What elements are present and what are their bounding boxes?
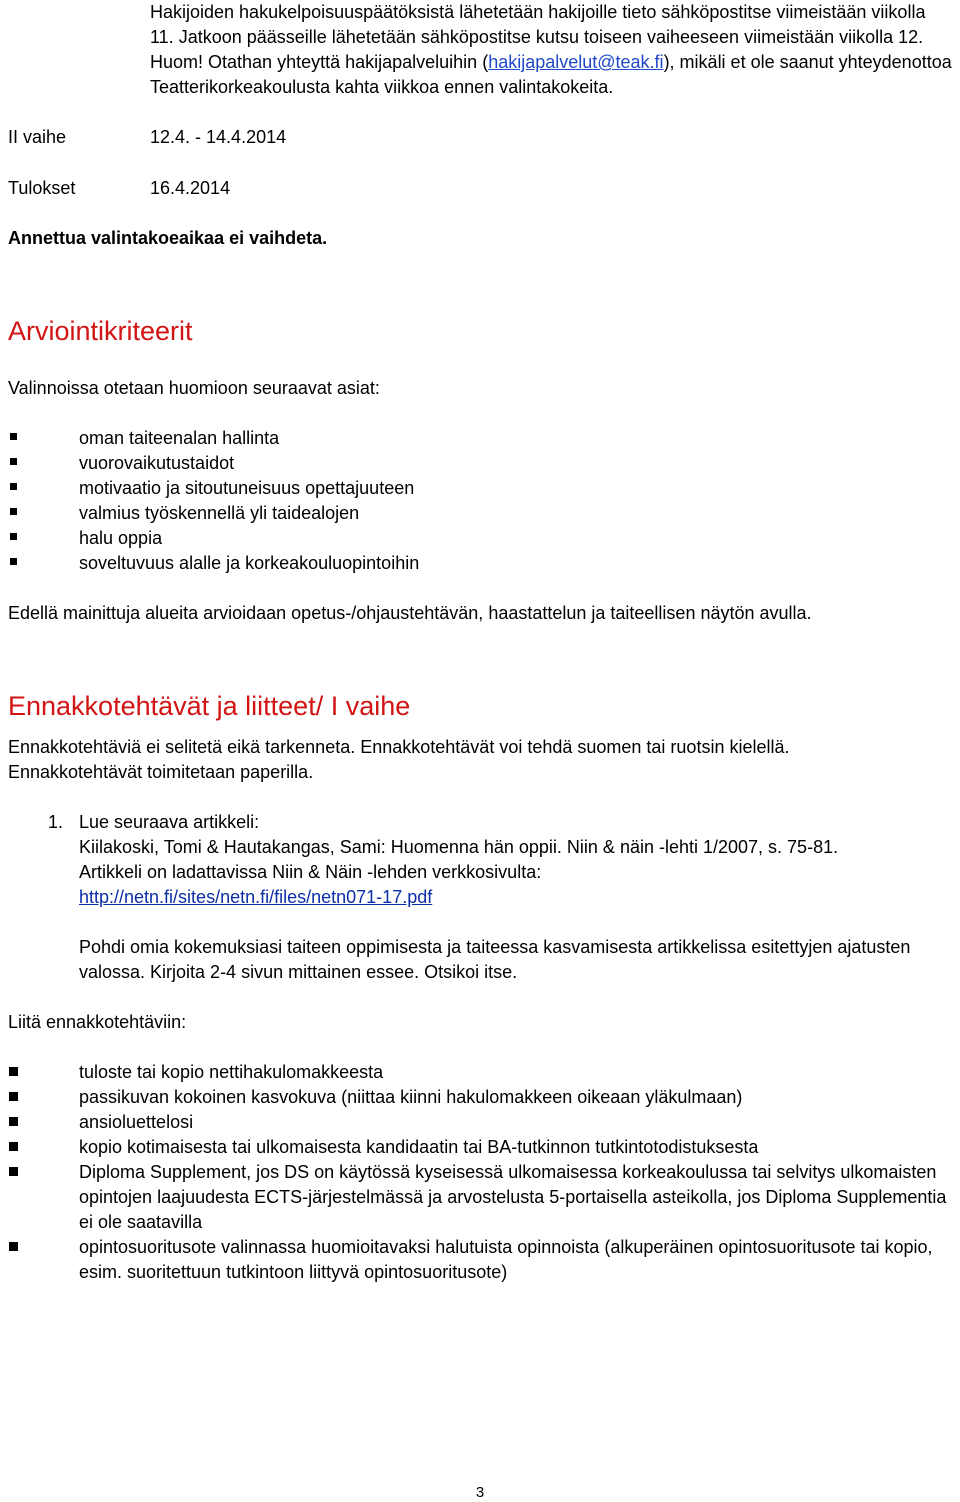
phase2-dates: 12.4. - 14.4.2014 (150, 127, 287, 147)
task-1-instruction: Lue seuraava artikkeli: (79, 812, 260, 832)
criteria-heading: Arviointikriteerit (8, 316, 193, 346)
task-1-reference: Kiilakoski, Tomi & Hautakangas, Sami: Huomenna hän oppii. Niin & näin -lehti 1/2007, s. 75-81. (79, 837, 839, 857)
square-bullet-icon (9, 1117, 18, 1126)
article-pdf-link[interactable]: http://netn.fi/sites/netn.fi/files/netn071-17.pdf (79, 887, 433, 907)
attachment-item (8, 1160, 953, 1235)
attachment-item-text: Diploma Supplement, jos DS on käytössä kyseisessä ulkomaisessa korkeakoulussa tai selvitys ulkomaisten opintojen laajuudesta ECTS-järjestelmässä ja arvostelusta 5-portaisella asteikolla, jos Diploma Supplementia ei ole saatavilla (79, 1162, 947, 1232)
criteria-item-text: halu oppia (79, 528, 163, 548)
criteria-item (8, 476, 953, 501)
square-bullet-icon (9, 1067, 18, 1076)
square-bullet-icon (10, 483, 17, 490)
results-date: 16.4.2014 (150, 178, 231, 198)
document-page (8, 0, 953, 1285)
attachments-lead: Liitä ennakkotehtäviin: (8, 1012, 187, 1032)
criteria-closing: Edellä mainittuja alueita arvioidaan opetus-/ohjaustehtävän, haastattelun ja taiteellisen näytön avulla. (8, 603, 812, 623)
intro-paragraph (150, 0, 953, 100)
square-bullet-icon (9, 1242, 18, 1251)
square-bullet-icon (9, 1167, 18, 1176)
results-row (8, 176, 953, 201)
phase2-label: II vaihe (8, 127, 67, 147)
attachment-item-text: tuloste tai kopio nettihakulomakkeesta (79, 1062, 384, 1082)
square-bullet-icon (9, 1142, 18, 1151)
attachments-list (8, 1060, 953, 1285)
criteria-item-text: oman taiteenalan hallinta (79, 428, 280, 448)
tasks-intro-2: Ennakkotehtävät toimitetaan paperilla. (8, 762, 314, 782)
criteria-item-text: valmius työskennellä yli taidealojen (79, 503, 360, 523)
square-bullet-icon (10, 533, 17, 540)
criteria-item-text: vuorovaikutustaidot (79, 453, 235, 473)
criteria-lead: Valinnoissa otetaan huomioon seuraavat asiat: (8, 378, 380, 398)
task-1-number: 1. (48, 812, 64, 832)
intro-text-start: Hakijoiden hakukelpoisuuspäätöksistä lähetetään hakijoille tieto sähköpostitse viimeistään viikolla 11. Jatkoon päässeille lähetetään sähköpostitse kutsu toiseen vaiheeseen viimeistään viikolla 12. Huom! Otathan yhteyttä hakijapalveluihin ( (150, 2, 926, 72)
phase2-row (8, 125, 953, 150)
square-bullet-icon (10, 558, 17, 565)
attachment-item (8, 1060, 953, 1085)
criteria-list (8, 426, 953, 576)
criteria-item-text: soveltuvuus alalle ja korkeakouluopintoihin (79, 553, 420, 573)
notice-text: Annettua valintakoeaikaa ei vaihdeta. (8, 228, 328, 248)
attachment-item-text: opintosuoritusote valinnassa huomioitavaksi halutuista opinnoista (alkuperäinen opintosuoritusote tai kopio, esim. suoritettuun tutkintoon liittyvä opintosuoritusote) (79, 1237, 933, 1282)
square-bullet-icon (10, 508, 17, 515)
attachment-item-text: passikuvan kokoinen kasvokuva (niittaa kiinni hakulomakkeen oikeaan yläkulmaan) (79, 1087, 743, 1107)
criteria-item (8, 551, 953, 576)
task-1-assignment: Pohdi omia kokemuksiasi taiteen oppimisesta ja taiteessa kasvamisesta artikkelissa esitettyjen ajatusten valossa. Kirjoita 2-4 sivun mittainen essee. Otsikoi itse. (79, 937, 911, 982)
square-bullet-icon (10, 458, 17, 465)
criteria-item (8, 451, 953, 476)
task-1 (8, 810, 953, 985)
criteria-item (8, 426, 953, 451)
page-number: 3 (475, 1484, 485, 1501)
task-1-download-note: Artikkeli on ladattavissa Niin & Näin -lehden verkkosivulta: (79, 862, 542, 882)
criteria-item-text: motivaatio ja sitoutuneisuus opettajuuteen (79, 478, 415, 498)
square-bullet-icon (9, 1092, 18, 1101)
tasks-heading: Ennakkotehtävät ja liitteet/ I vaihe (8, 691, 411, 721)
intro-text-end: ), mikäli et ole saanut yhteydenottoa Teatterikorkeakoulusta kahta viikkoa ennen valintakokeita. (150, 52, 952, 97)
criteria-item (8, 501, 953, 526)
tasks-intro-1: Ennakkotehtäviä ei selitetä eikä tarkenneta. Ennakkotehtävät voi tehdä suomen tai ruotsin kielellä. (8, 737, 790, 757)
email-link[interactable]: hakijapalvelut@teak.fi (488, 52, 664, 72)
attachment-item-text: kopio kotimaisesta tai ulkomaisesta kandidaatin tai BA-tutkinnon tutkintotodistuksesta (79, 1137, 759, 1157)
criteria-item (8, 526, 953, 551)
attachment-item (8, 1135, 953, 1160)
square-bullet-icon (10, 433, 17, 440)
attachment-item (8, 1085, 953, 1110)
attachment-item (8, 1235, 953, 1285)
attachment-item-text: ansioluettelosi (79, 1112, 194, 1132)
results-label: Tulokset (8, 178, 76, 198)
attachment-item (8, 1110, 953, 1135)
